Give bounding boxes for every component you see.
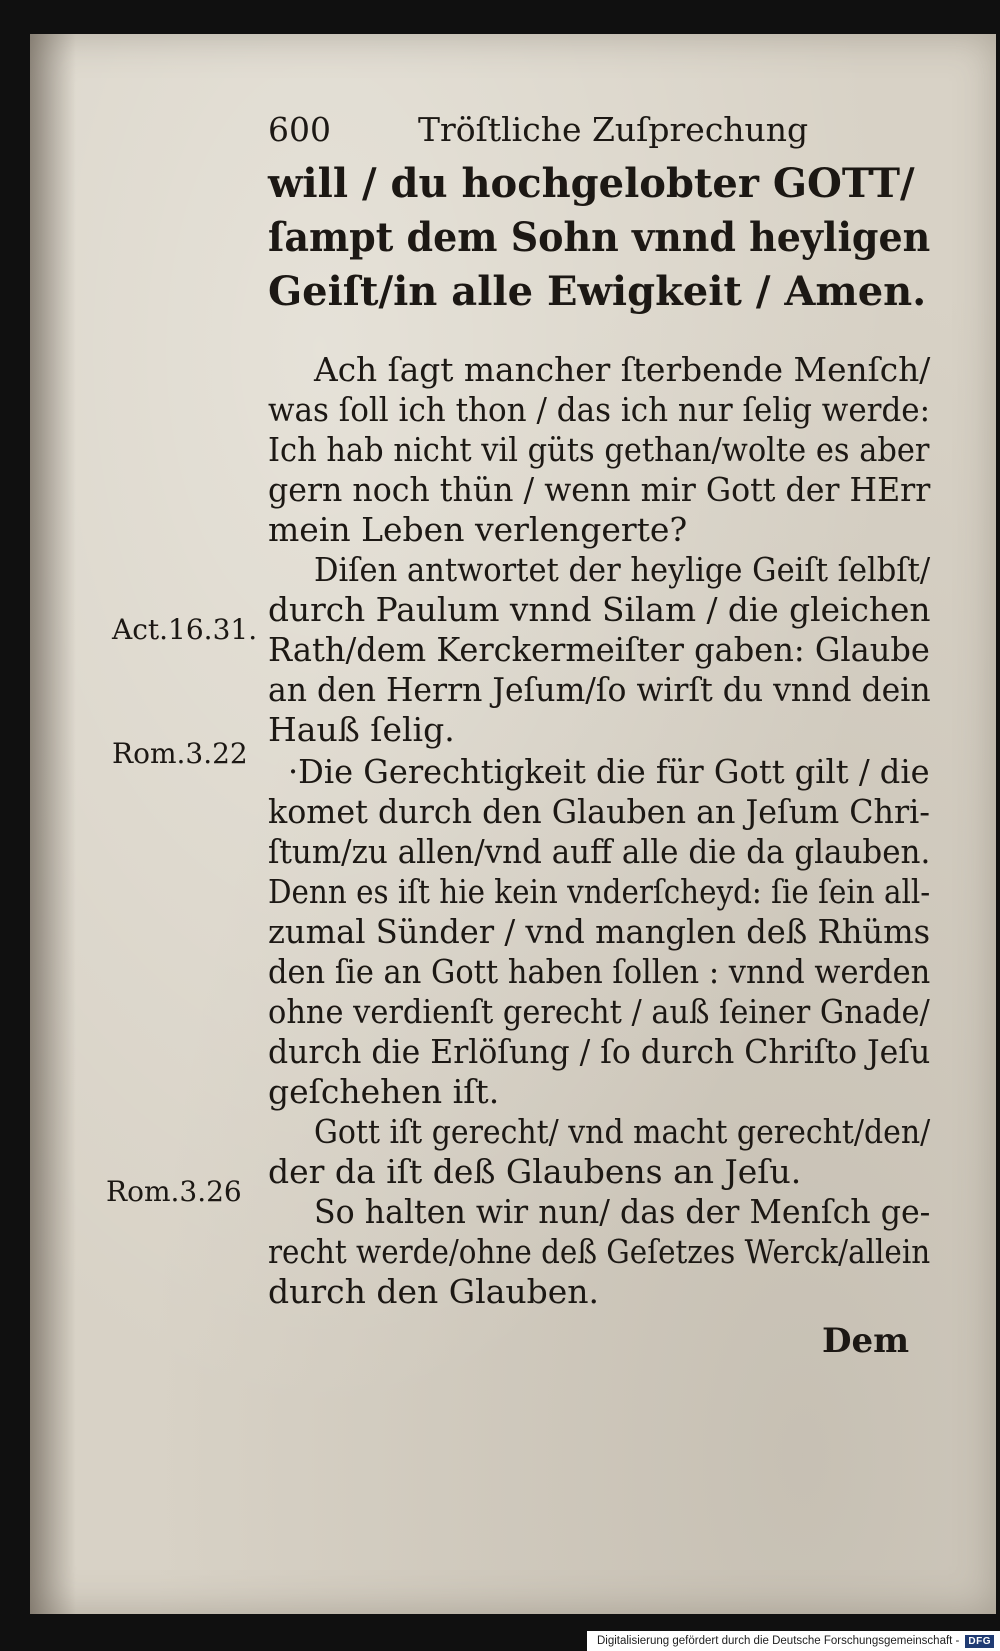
text-line: ohne verdienſt gerecht / auß ſeiner Gnade/ xyxy=(268,992,930,1031)
text-line: was ſoll ich thon / das ich nur ſelig werde: xyxy=(268,390,931,429)
running-title: Tröſtliche Zuſprechung xyxy=(418,110,809,149)
text-line: ſtum/zu allen/vnd auff alle die da glauben. xyxy=(268,832,931,871)
text-line: den ſie an Gott haben ſollen : vnnd werden xyxy=(268,952,931,991)
funding-footer xyxy=(587,1631,1000,1651)
catchword: Dem xyxy=(822,1321,910,1361)
text-line: gern noch thün / wenn mir Gott der HErr xyxy=(268,470,931,509)
text-line: Rath/dem Kerckermeiſter gaben: Glaube xyxy=(268,630,930,669)
text-line: Hauß ſelig. xyxy=(268,710,455,749)
page-number: 600 xyxy=(268,110,331,149)
text-line: will / du hochgelobter GOTT/ xyxy=(268,160,915,207)
margin-note: Rom.3.26 xyxy=(106,1175,242,1208)
text-line: durch die Erlöſung / ſo durch Chriſto Jeſu xyxy=(268,1032,931,1071)
text-line: Gott iſt gerecht/ vnd macht gerecht/den/ xyxy=(314,1112,931,1151)
dfg-logo: DFG xyxy=(965,1635,994,1648)
text-line: Geiſt/in alle Ewigkeit / Amen. xyxy=(268,268,927,315)
text-line: ſampt dem Sohn vnnd heyligen xyxy=(268,214,931,261)
text-line: Ich hab nicht vil güts gethan/wolte es aber xyxy=(268,430,930,469)
text-line: an den Herrn Jeſum/ſo wirſt du vnnd dein xyxy=(268,670,931,709)
text-line: Diſen antwortet der heylige Geiſt ſelbſt/ xyxy=(314,550,931,589)
running-header xyxy=(268,110,808,150)
margin-note: Act.16.31. xyxy=(112,613,258,646)
text-line: Ach ſagt mancher ſterbende Menſch/ xyxy=(314,350,931,389)
text-line: Denn es iſt hie kein vnderſcheyd: ſie ſein all- xyxy=(268,872,931,911)
text-line: mein Leben verlengerte? xyxy=(268,510,688,549)
text-line: komet durch den Glauben an Jeſum Chri- xyxy=(268,792,930,831)
text-line: der da iſt deß Glaubens an Jeſu. xyxy=(268,1152,802,1191)
text-line: recht werde/ohne deß Geſetzes Werck/allein xyxy=(268,1232,931,1271)
text-line: durch den Glauben. xyxy=(268,1272,600,1311)
funding-text: Digitalisierung gefördert durch die Deutsche Forschungsgemeinschaft - xyxy=(596,1635,960,1647)
text-line: So halten wir nun/ das der Menſch ge- xyxy=(314,1192,931,1231)
text-line: durch Paulum vnnd Silam / die gleichen xyxy=(268,590,931,629)
text-line: geſchehen iſt. xyxy=(268,1072,500,1111)
margin-note: Rom.3.22 xyxy=(112,737,248,770)
text-line: ·Die Gerechtigkeit die für Gott gilt / die xyxy=(288,752,930,791)
text-line: zumal Sünder / vnd manglen deß Rhüms xyxy=(268,912,931,951)
